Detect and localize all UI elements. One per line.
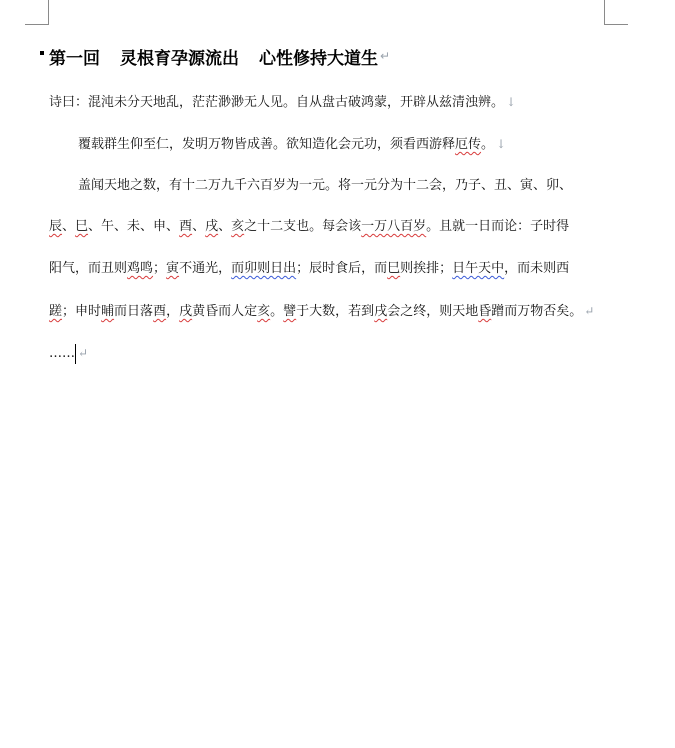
spell-flag-word: 戌: [374, 304, 388, 319]
crop-mark-top-left-horizontal: [25, 24, 49, 25]
body-line-4[interactable]: [49, 300, 611, 322]
body-text-segment: 、: [62, 219, 76, 234]
spell-flag-word: 巳: [387, 261, 401, 276]
paragraph-mark-icon: ↵: [78, 346, 89, 360]
body-text-segment: ；: [153, 261, 167, 276]
body-text-segment: 、午、未、申、: [88, 219, 180, 234]
line-break-icon: ↓: [496, 137, 507, 151]
body-text-segment: 则挨排；: [400, 261, 453, 276]
poem-line-1[interactable]: [49, 91, 611, 113]
paragraph-mark-icon: ↵: [380, 49, 391, 63]
body-text-segment: 阳气，而丑则: [49, 261, 128, 276]
grammar-flag-phrase: 日午天中: [452, 261, 505, 276]
body-text-segment: ；辰时食后，而: [296, 261, 388, 276]
body-text-segment: ，而未则西: [504, 261, 570, 276]
body-text-segment: 会之终，则天地: [387, 304, 479, 319]
spell-flag-word: 寅: [166, 261, 180, 276]
ellipsis-line[interactable]: [49, 342, 611, 364]
line-break-icon: ↓: [506, 95, 517, 109]
ellipsis-text: ……: [49, 346, 75, 361]
spell-flag-word: 亥: [231, 219, 245, 234]
poem-line-2-text: 覆载群生仰至仁，发明万物皆成善。欲知造化会元功，须看西游释: [78, 137, 456, 152]
spell-flag-word: 鸡鸣: [127, 261, 154, 276]
spell-flag-word: 酉: [179, 219, 193, 234]
paragraph-mark-icon: ↵: [584, 304, 595, 318]
body-text-segment: 之十二支也。每会该: [244, 219, 362, 234]
spell-flag-word: 譬: [283, 304, 297, 319]
body-line-1[interactable]: [78, 175, 611, 197]
body-line-2[interactable]: [49, 216, 611, 238]
grammar-flag-phrase: 而卯则日出: [231, 261, 297, 276]
body-text-segment: 而日落: [114, 304, 154, 319]
spell-flag-word: 戌: [179, 304, 193, 319]
spell-flag-word: 辰: [49, 219, 63, 234]
poem-line-2-end: 。: [481, 137, 495, 152]
body-text-segment: ；申时: [62, 304, 102, 319]
crop-mark-top-right-horizontal: [604, 24, 628, 25]
chapter-title-part1: 灵根育孕源流出: [120, 48, 239, 69]
spell-flag-word: 戌: [205, 219, 219, 234]
poem-line-2[interactable]: [78, 133, 611, 155]
crop-mark-top-right-vertical: [604, 0, 605, 25]
spell-flag-word: 亥: [257, 304, 271, 319]
body-line-3[interactable]: [49, 258, 611, 280]
body-text-segment: 蹭而万物否矣。: [491, 304, 583, 319]
spell-flag-word: 厄传: [455, 137, 482, 152]
spell-flag-word: 酉: [153, 304, 167, 319]
body-text-segment: 不通光，: [179, 261, 232, 276]
spell-flag-word: 一万八百岁: [361, 219, 427, 234]
crop-mark-top-left-vertical: [48, 0, 49, 25]
body-line-1-text: 盖闻天地之数，有十二万九千六百岁为一元。将一元分为十二会，乃子、丑、寅、卯、: [78, 178, 573, 193]
chapter-heading[interactable]: [40, 42, 390, 70]
body-text-segment: 。且就一日而论：子时得: [426, 219, 570, 234]
body-text-segment: 于大数，若到: [296, 304, 375, 319]
spell-flag-word: 晡: [101, 304, 115, 319]
body-text-segment: 、: [218, 219, 232, 234]
poem-line-1-text: 诗曰：混沌未分天地乱，茫茫渺渺无人见。自从盘古破鸿蒙，开辟从兹清浊辨。: [49, 95, 505, 110]
text-cursor: [75, 344, 76, 364]
body-text-segment: 。: [270, 304, 284, 319]
chapter-number: 第一回: [49, 48, 100, 69]
chapter-title-part2: 心性修持大道生: [259, 48, 378, 69]
body-text-segment: 、: [192, 219, 206, 234]
spell-flag-word: 昏: [478, 304, 492, 319]
body-text-segment: ，: [166, 304, 180, 319]
spell-flag-word: 蹉: [49, 304, 63, 319]
spell-flag-word: 巳: [75, 219, 89, 234]
body-text-segment: 黄昏而人定: [192, 304, 258, 319]
heading-bullet-icon: [40, 51, 44, 55]
